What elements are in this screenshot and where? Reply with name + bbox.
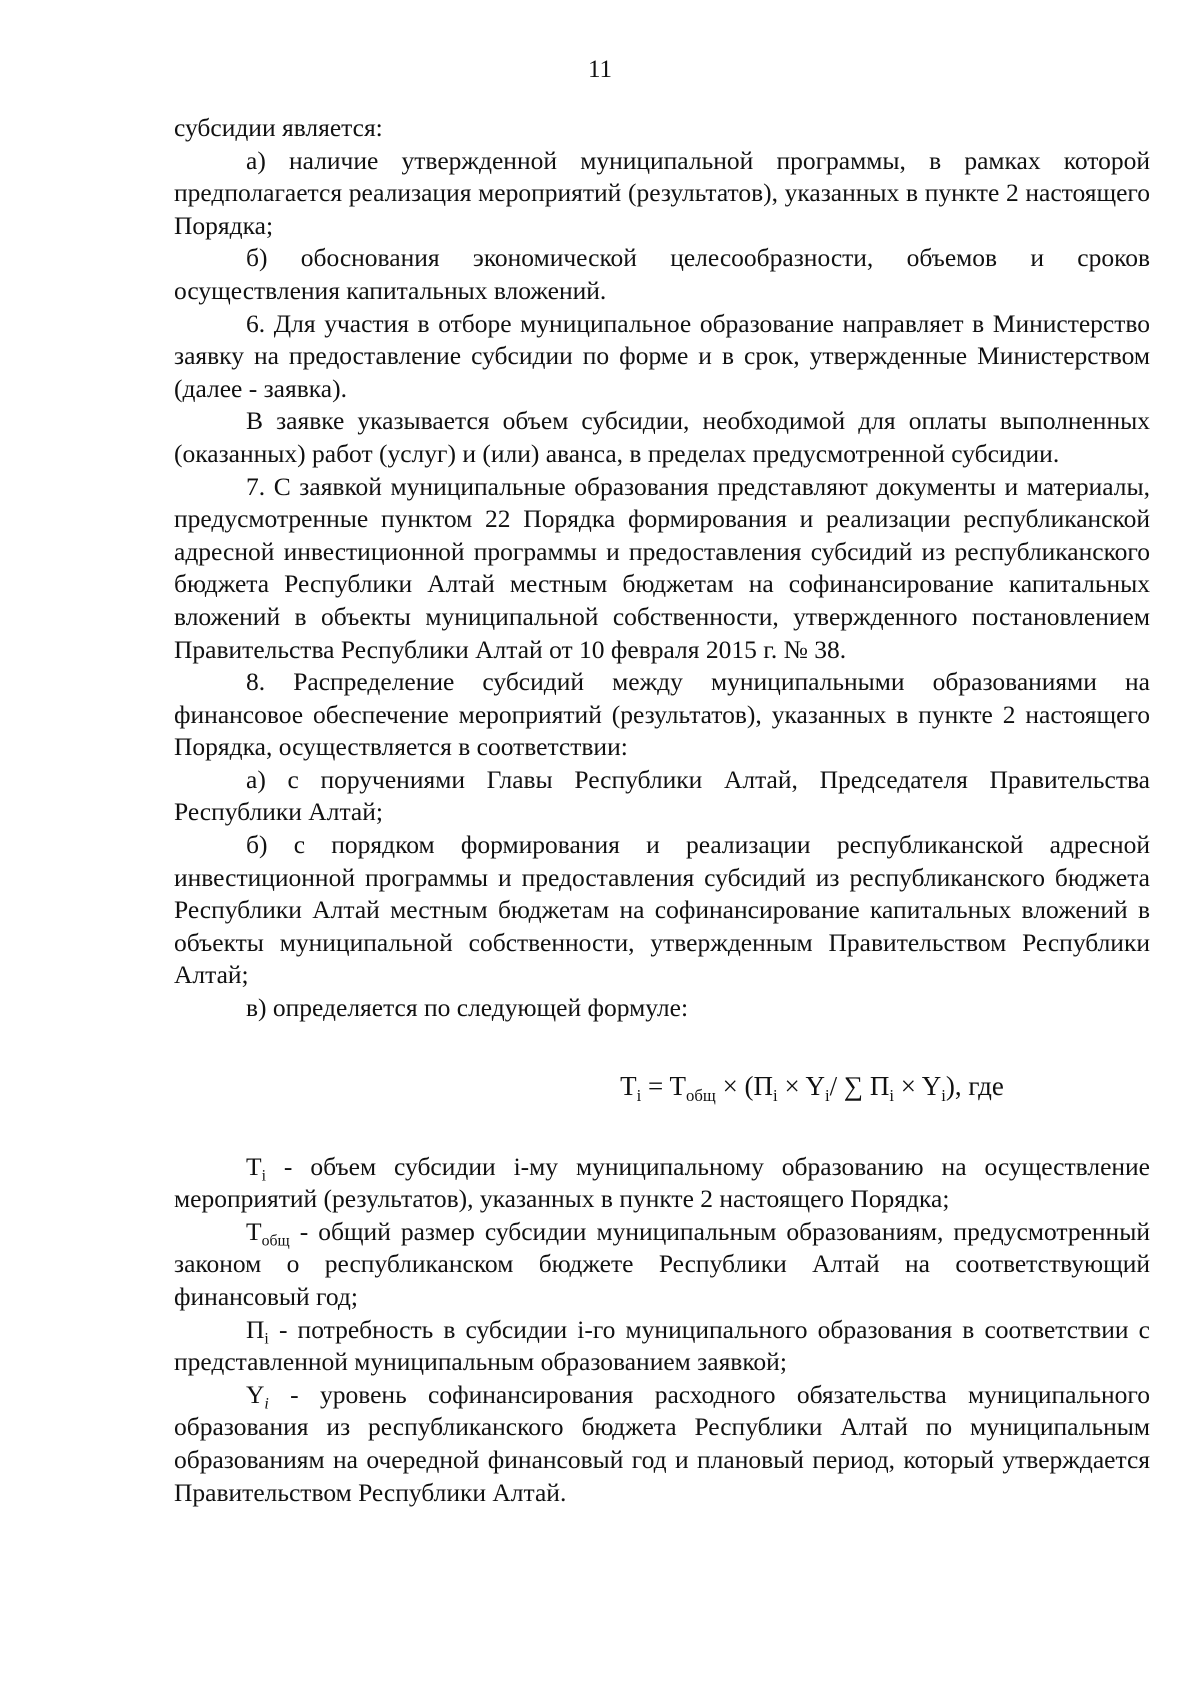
definition-tobsch: $T_{общ}$ - общий размер субсидии муниципальным образованиям, предусмотренный законом о республиканском бюджете Республики Алтай на соответствующий финансовый год; <box>174 1216 1150 1311</box>
paragraph-item-b-justification: б) обоснования экономической целесообразности, объемов и сроков осуществления капитальных вложений. <box>174 243 1150 305</box>
definition-tobsch-symbol: $T_{общ}$ <box>246 1216 290 1250</box>
definition-yi: $Y_i$ - уровень софинансирования расходного обязательства муниципального образования из республиканского бюджета Республики Алтай по муниципальным образованиям на очередной финансовый год и плановый период, который утверждается Правительством Республики Алтай. <box>174 1379 1150 1507</box>
paragraph-clause-6: 6. Для участия в отборе муниципальное образование направляет в Министерство заявку на предоставление субсидии по форме и в срок, утвержденные Министерством (далее - заявка). <box>174 308 1150 403</box>
paragraph-clause-8: 8. Распределение субсидий между муниципальными образованиями на финансовое обеспечение мероприятий (результатов), указанных в пункте 2 настоящего Порядка, осуществляется в соответствии: <box>174 667 1150 762</box>
paragraph-item-a-instructions: а) с поручениями Главы Республики Алтай, Председателя Правительства Республики Алтай; <box>174 764 1150 827</box>
definition-pi-symbol: $П_i$ <box>246 1314 269 1348</box>
page-number: 11 <box>587 56 613 83</box>
definition-ti-symbol: $T_i$ <box>246 1151 266 1185</box>
document-body <box>174 112 1150 1509</box>
paragraph-item-v-formula-intro: в) определяется по следующей формуле: <box>246 993 689 1023</box>
definition-pi: $П_i$ - потребность в субсидии i-го муниципального образования в соответствии с представленной муниципальным образованием заявкой; <box>174 1314 1150 1377</box>
paragraph-item-b-procedure: б) с порядком формирования и реализации республиканской адресной инвестиционной программы и предоставления субсидий из республиканского бюджета Республики Алтай местным бюджетам на софинансирование капитальных вложений в объекты муниципальной собственности, утвержденным Правительством Республики Алтай; <box>174 830 1150 990</box>
paragraph-item-a-program: а) наличие утвержденной муниципальной программы, в рамках которой предполагается реализация мероприятий (результатов), указанных в пункте 2 настоящего Порядка; <box>174 145 1150 240</box>
paragraph-continuation: субсидии является: <box>174 113 383 142</box>
definition-yi-symbol: $Y_i$ <box>246 1379 269 1413</box>
distribution-formula: $T_i = T_{общ} \times (П_i \times Y_i/$ ∑ $П_i \times Y_i$), где <box>620 1070 1004 1105</box>
definition-ti: $T_i$ - объем субсидии i-му муниципальному образованию на осуществление мероприятий (результатов), указанных в пункте 2 настоящего Порядка; <box>174 1151 1150 1214</box>
paragraph-clause-7: 7. С заявкой муниципальные образования представляют документы и материалы, предусмотренные пунктом 22 Порядка формирования и реализации республиканской адресной инвестиционной программы и предоставления субсидий из республиканского бюджета Республики Алтай местным бюджетам на софинансирование капитальных вложений в объекты муниципальной собственности, утвержденного постановлением Правительства Республики Алтай от 10 февраля 2015 г. № 38. <box>174 471 1150 664</box>
paragraph-application-content: В заявке указывается объем субсидии, необходимой для оплаты выполненных (оказанных) работ (услуг) и (или) аванса, в пределах предусмотренной субсидии. <box>174 406 1150 468</box>
